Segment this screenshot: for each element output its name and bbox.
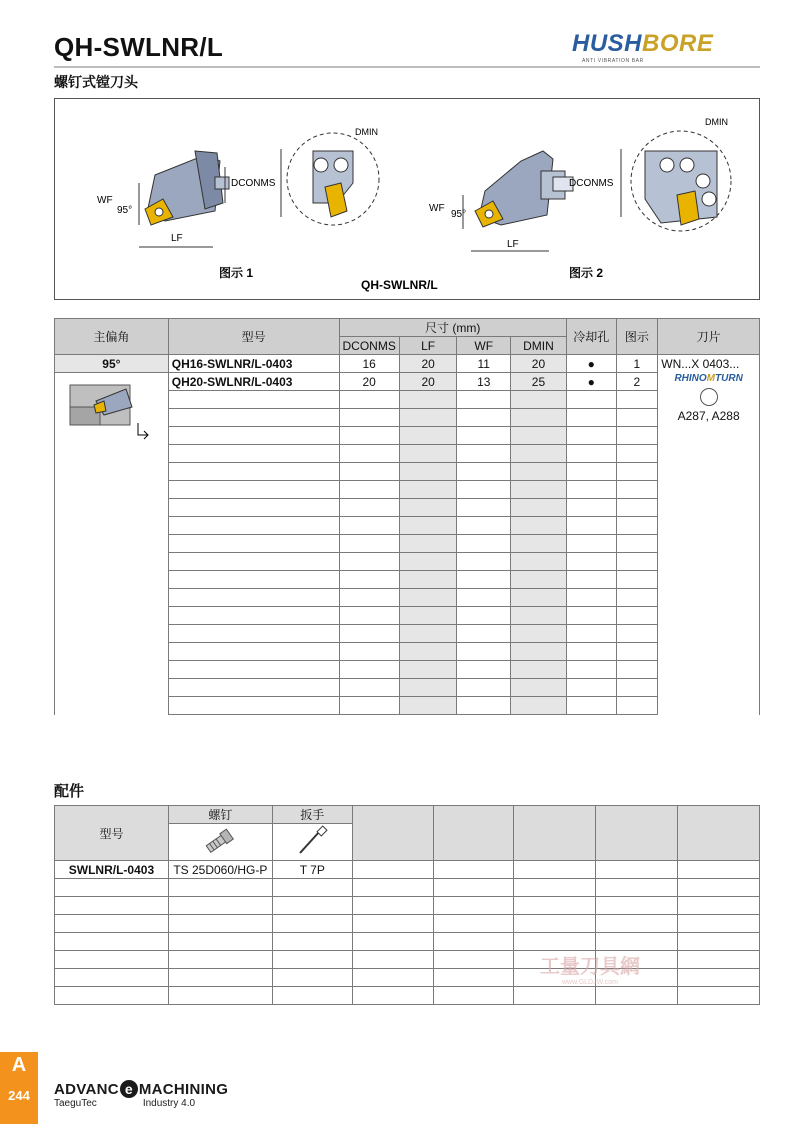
wf-cell: 11: [457, 355, 511, 373]
fig1-side-view: [139, 133, 379, 247]
industry-tag: Industry 4.0: [142, 1098, 196, 1109]
page-title: QH-SWLNR/L: [54, 32, 224, 62]
fig1-dmin-label: DMIN: [355, 127, 378, 137]
fig1-caption: 图示 1: [219, 266, 254, 280]
coolant-cell: ●: [566, 355, 616, 373]
dmin-cell: 20: [511, 355, 567, 373]
screw-icon: [200, 825, 240, 857]
acc-header-wrench: 扳手: [272, 806, 352, 824]
dconms-cell: 16: [339, 355, 399, 373]
drawing-caption: QH-SWLNR/L: [361, 278, 438, 292]
section-tab: [0, 1052, 38, 1124]
header-dmin: DMIN: [511, 337, 567, 355]
insert-page-refs[interactable]: A287, A288: [677, 408, 740, 423]
model-cell: QH16-SWLNR/L-0403: [168, 355, 339, 373]
header-lf: LF: [399, 337, 457, 355]
fig1-angle-label: 95°: [117, 205, 133, 216]
logo-hush-text: HUSH: [572, 30, 643, 57]
figure-cell: 1: [616, 355, 658, 373]
acc-wrench-cell: T 7P: [272, 861, 352, 879]
angle-value: 95°: [55, 355, 169, 373]
tool-image-cell: [55, 373, 169, 715]
model-cell: QH20-SWLNR/L-0403: [168, 373, 339, 391]
watermark: [540, 950, 640, 986]
table-header-row-1: [55, 319, 760, 337]
page-subtitle: 螺钉式镗刀头: [54, 74, 138, 90]
table-row: [55, 861, 760, 879]
hushbore-logo: [572, 30, 762, 66]
brand-e-icon: e: [120, 1080, 138, 1098]
header-wf: WF: [457, 337, 511, 355]
logo-tagline: ANTI VIBRATION BAR: [582, 58, 644, 64]
insert-cell: WN...X 0403...: [658, 355, 760, 373]
drawing-svg: [55, 99, 761, 301]
fig1-dconms-label: DCONMS: [231, 178, 276, 189]
brand-right: MACHINING: [138, 1081, 229, 1098]
company-name: TaeguTec: [54, 1098, 97, 1109]
fig2-dconms-label: DCONMS: [569, 178, 614, 189]
header-angle: 主偏角: [55, 319, 169, 355]
fig2-side-view: [463, 131, 731, 251]
fig2-lf-label: LF: [507, 239, 519, 250]
header-dimensions: 尺寸 (mm): [339, 319, 566, 337]
header-coolant: 冷却孔: [566, 319, 616, 355]
accessories-title: 配件: [54, 783, 85, 800]
tool-orientation-icon: [68, 379, 154, 443]
table-row: [55, 969, 760, 987]
technical-drawing: [54, 98, 760, 300]
acc-screw-cell: TS 25D060/HG-P: [168, 861, 272, 879]
rhino-mturn-logo: RHINOMTURN: [674, 372, 743, 384]
watermark-url: www.GLDJW.com: [561, 979, 618, 986]
insert-info-cell: [658, 373, 760, 715]
wf-cell: 13: [457, 373, 511, 391]
dmin-cell: 25: [511, 373, 567, 391]
fig1-lf-label: LF: [171, 233, 183, 244]
header-rule: [54, 66, 760, 68]
header-figure: 图示: [616, 319, 658, 355]
acc-header-screw: 螺钉: [168, 806, 272, 824]
logo-bore-text: BORE: [642, 30, 714, 57]
fig2-wf-label: WF: [429, 203, 445, 214]
table-row: [55, 897, 760, 915]
screw-image-cell: [168, 824, 272, 861]
wrench-icon: [292, 825, 332, 857]
table-row: [55, 373, 760, 391]
fig2-dmin-label: DMIN: [705, 117, 728, 127]
page-number: 244: [8, 1088, 30, 1103]
specification-table: [54, 318, 760, 715]
dconms-cell: 20: [339, 373, 399, 391]
fig1-wf-label: WF: [97, 195, 113, 206]
table-row: [55, 879, 760, 897]
table-row: [55, 933, 760, 951]
acc-model-cell: SWLNR/L-0403: [55, 861, 169, 879]
header-dconms: DCONMS: [339, 337, 399, 355]
header-model: 型号: [168, 319, 339, 355]
header-insert: 刀片: [658, 319, 760, 355]
accessories-table: [54, 805, 760, 1005]
acc-header-row-1: [55, 806, 760, 824]
section-letter: A: [11, 1054, 27, 1076]
table-row: [55, 915, 760, 933]
table-row: [55, 951, 760, 969]
fig2-angle-label: 95°: [451, 209, 467, 220]
wrench-image-cell: [272, 824, 352, 861]
magnifier-icon: [700, 388, 718, 406]
figure-cell: 2: [616, 373, 658, 391]
watermark-text: 工量刀具網: [540, 956, 640, 978]
advance-machining-logo: [54, 1080, 228, 1109]
brand-left: ADVANC: [54, 1081, 119, 1098]
acc-header-model: 型号: [55, 806, 169, 861]
fig2-caption: 图示 2: [569, 266, 604, 280]
table-row: [55, 355, 760, 373]
coolant-cell: ●: [566, 373, 616, 391]
table-row: [55, 987, 760, 1005]
lf-cell: 20: [399, 373, 457, 391]
lf-cell: 20: [399, 355, 457, 373]
